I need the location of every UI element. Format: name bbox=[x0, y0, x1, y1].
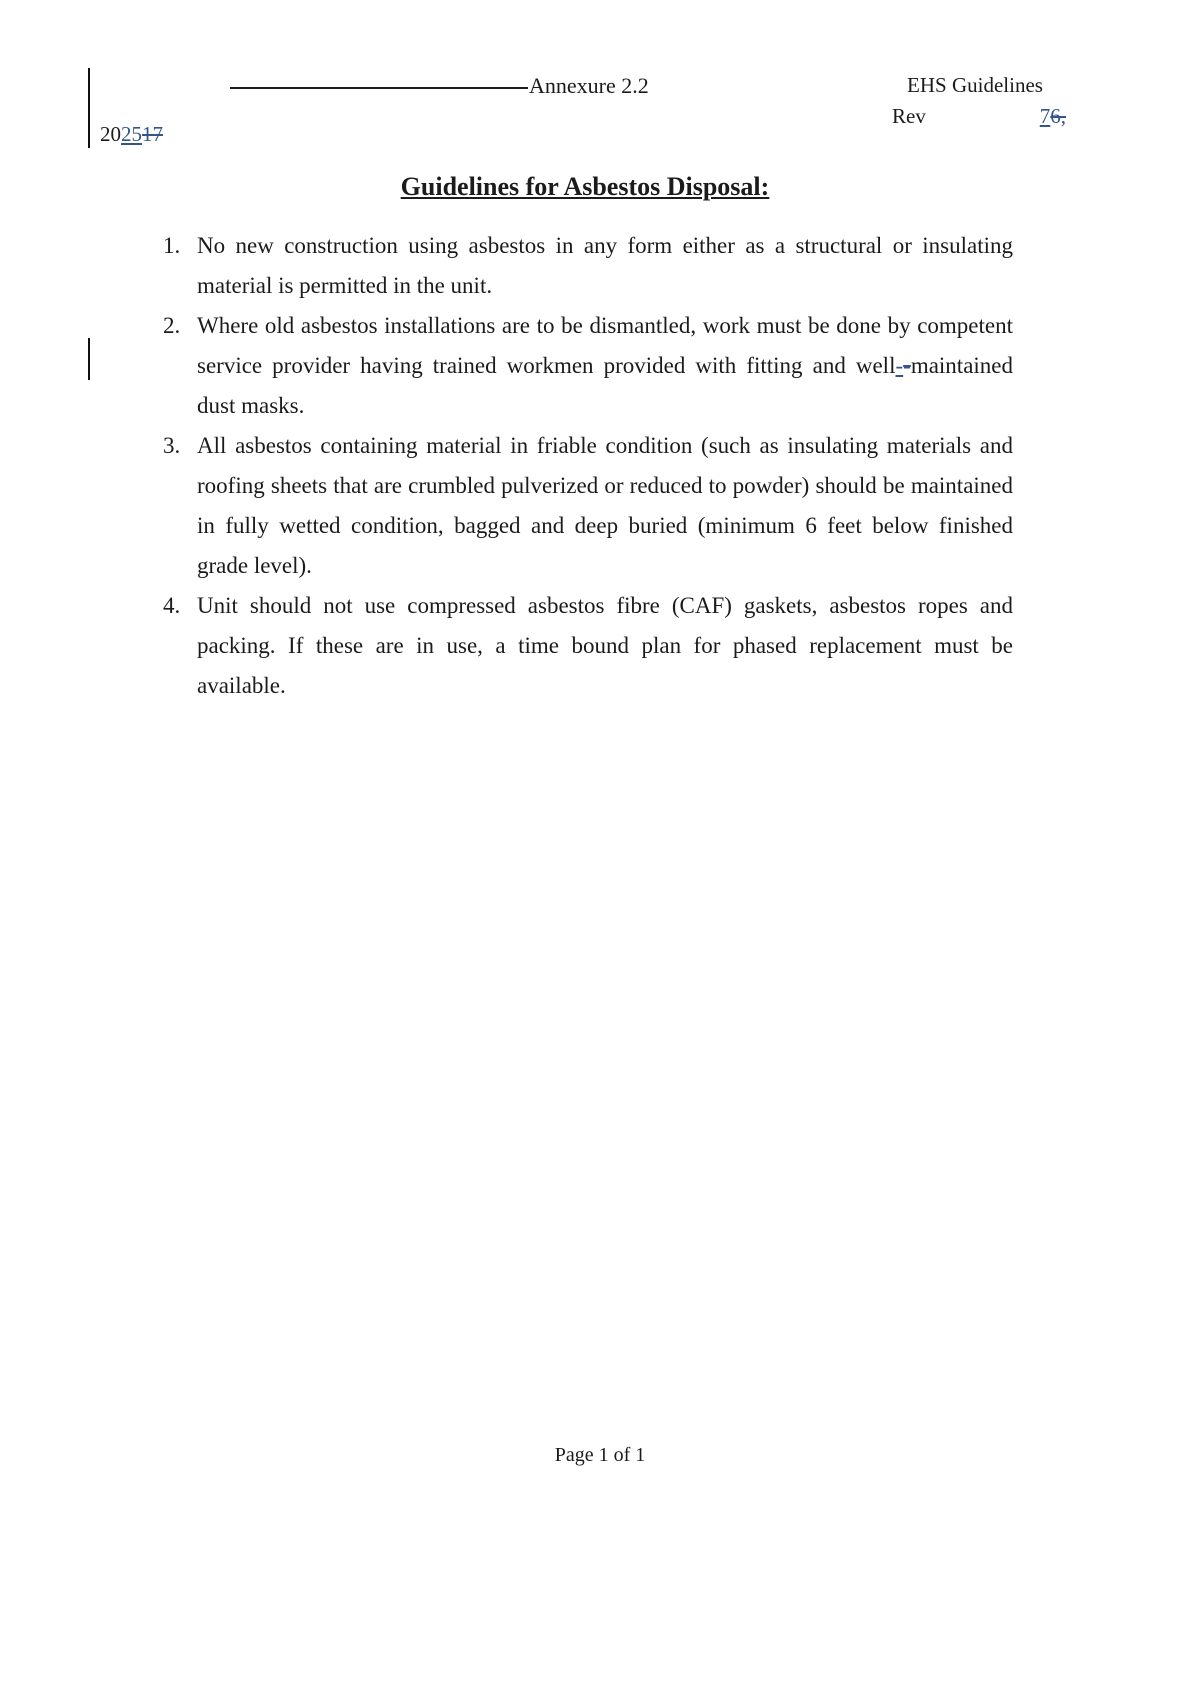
revision-change-bar bbox=[88, 68, 90, 148]
guidelines-list bbox=[163, 226, 1013, 706]
list-item-number: 4. bbox=[163, 593, 181, 618]
annexure-label: Annexure 2.2 bbox=[529, 73, 649, 98]
year-revision bbox=[100, 122, 163, 147]
rev-deleted-text: 6, bbox=[1050, 104, 1066, 128]
ehs-guidelines-label: EHS Guidelines bbox=[907, 73, 1043, 97]
item2-deleted-text: - bbox=[903, 353, 911, 378]
list-item-number: 3. bbox=[163, 433, 181, 458]
revision-change-bar bbox=[88, 338, 90, 380]
list-item bbox=[163, 306, 1013, 426]
list-item-text bbox=[197, 306, 1013, 426]
page-title: Guidelines for Asbestos Disposal: bbox=[400, 172, 770, 201]
rev-label: Rev bbox=[892, 104, 926, 128]
rev-line bbox=[870, 101, 1080, 132]
year-inserted-text: 25 bbox=[121, 122, 142, 146]
header-annexure bbox=[230, 72, 649, 100]
item2-before: Where old asbestos installations are to be dismantled, work must be done by competent service provider having trained workmen provided with fitting and well bbox=[197, 313, 1013, 378]
year-prefix: 20 bbox=[100, 122, 121, 146]
list-item-number: 1. bbox=[163, 233, 181, 258]
list-item-number: 2. bbox=[163, 313, 181, 338]
list-item bbox=[163, 426, 1013, 586]
page-footer: Page 1 of 1 bbox=[554, 1444, 646, 1466]
deleted-line bbox=[230, 87, 528, 89]
rev-number bbox=[1040, 101, 1066, 132]
list-item-text: Unit should not use compressed asbestos fibre (CAF) gaskets, asbestos ropes and packing. If these are in use, a time bound plan for phased replacement must be available. bbox=[197, 593, 1013, 698]
item2-after: maintained dust masks. bbox=[197, 353, 1013, 418]
list-item-text: No new construction using asbestos in any form either as a structural or insulating material is permitted in the unit. bbox=[197, 233, 1013, 298]
header-ehs-block bbox=[870, 70, 1080, 132]
list-item bbox=[163, 586, 1013, 706]
item2-inserted-text: - bbox=[895, 353, 904, 378]
rev-inserted-text: 7 bbox=[1039, 104, 1051, 128]
list-item-text: All asbestos containing material in friable condition (such as insulating materials and roofing sheets that are crumbled pulverized or reduced to powder) should be maintained in fully wetted condition, bagged and deep buried (minimum 6 feet below finished grade level). bbox=[197, 433, 1013, 578]
list-item bbox=[163, 226, 1013, 306]
year-deleted-text: 17 bbox=[142, 122, 163, 146]
